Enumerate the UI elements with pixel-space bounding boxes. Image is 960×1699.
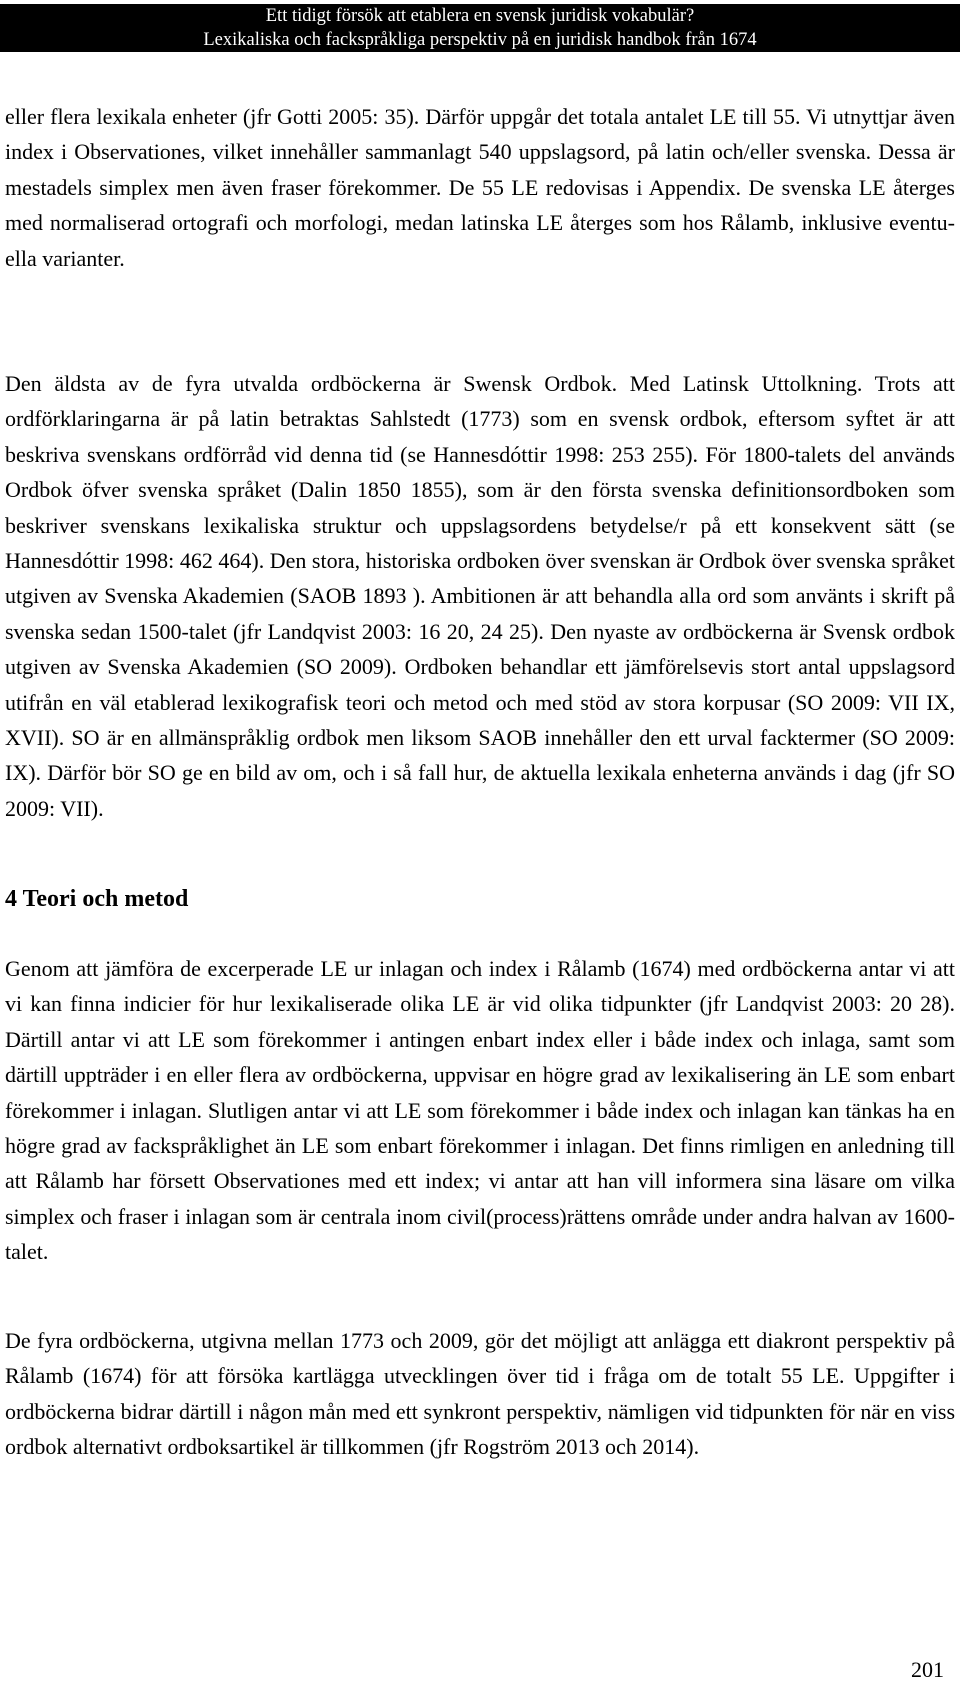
paragraph-text: Den äldsta av de fyra utvalda ordböckerna är Swensk Ordbok. Med Latinsk Uttolkning. Trots att ordförklaringarna är på latin betraktas Sahlstedt (1773) som en svensk ordbok, eftersom syftet är att beskriva svenskans ordförråd vid denna tid (se Hannesdóttir 1998: 253 255). För 1800-talets del används Ordbok öfver svenska språket (Dalin 1850 1855), som är den första svenska definitionsordboken som beskriver svenskans lexikaliska struktur och uppslagsordens betydelse/r på ett konsekvent sätt (se Hannesdóttir 1998: 462 464). Den stora, historiska ordboken över svenskan är Ordbok över svenska språket utgiven av Svenska Akademien (SAOB 1893 ). Ambitionen är att behandla alla ord som använts i skrift på svenska sedan 1500-talet (jfr Landqvist 2003: 16 20, 24 25). Den nyaste av ordböckerna är Svensk ordbok utgiven av Svenska Akademien (SO 2009). Ordboken behandlar ett jämförelsevis stort antal uppslagsord utifrån en väl etablerad lexikografisk teori och metod och med stöd av stora korpusar (SO 2009: VII IX, XVII). SO är en allmänspråklig ordbok men liksom SAOB innehåller den ett urval facktermer (SO 2009: IX). Därför bör SO ge en bild av om, och i så fall hur, de aktuella lexikala enheterna används i dag (jfr SO 2009: VII). [5,371,955,821]
paragraph-text: eller flera lexikala enheter (jfr Gotti 2005: 35). Därför uppgår det totala antalet LE till 55. Vi utnyttjar även index i Observationes, vilket innehåller sammanlagt 540 uppslagsord, på latin och/eller svenska. Dessa är mestadels simplex men även fraser förekommer. De 55 LE redovisas i Appendix. De svenska LE återges med normaliserad ortografi och morfologi, medan latinska LE återges som hos Rålamb, inklusive eventuella varianter. [5,104,955,271]
running-head [0,4,960,52]
paragraph-4 [5,1323,955,1465]
paragraph-1 [5,99,955,276]
paragraph-3 [5,951,955,1270]
page-number: 201 [911,1657,944,1682]
running-head-subtitle: Lexikaliska och fackspråkliga perspektiv på en juridisk handbok från 1674 [203,30,757,50]
paragraph-text: De fyra ordböckerna, utgivna mellan 1773 och 2009, gör det möjligt att anlägga ett diakront perspektiv på Rålamb (1674) för att försöka kartlägga utvecklingen över tid i fråga om de totalt 55 LE. Uppgifter i ordböckerna bidrar därtill i någon mån med ett synkront perspektiv, nämligen vid tidpunkten för när en viss ordbok alternativt ordboksartikel är tillkommen (jfr Rogström 2013 och 2014). [5,1328,955,1460]
paragraph-2 [5,366,955,826]
section-heading: 4 Teori och metod [5,886,189,912]
paragraph-text: Genom att jämföra de excerperade LE ur inlagan och index i Rålamb (1674) med ordböckerna antar vi att vi kan finna indicier för hur lexikaliserade olika LE är vid olika tidpunkter (jfr Landqvist 2003: 20 28). Därtill antar vi att LE som förekommer i antingen enbart index eller i både index och inlaga, samt som därtill uppträder i en eller flera av ordböckerna, uppvisar en högre grad av lexikalisering än LE som enbart förekommer i inlagan. Slutligen antar vi att LE som förekommer i både index och inlagan kan tänkas ha en högre grad av fackspråklighet än LE som enbart förekommer i inlagan. Det finns rimligen en anledning till att Rålamb har försett Observationes med ett index; vi antar att han vill informera sina läsare om vilka simplex och fraser i inlagan som är centrala inom civil(process)rättens område under andra halvan av 1600-talet. [5,956,955,1265]
running-head-title: Ett tidigt försök att etablera en svensk juridisk vokabulär? [265,6,695,26]
